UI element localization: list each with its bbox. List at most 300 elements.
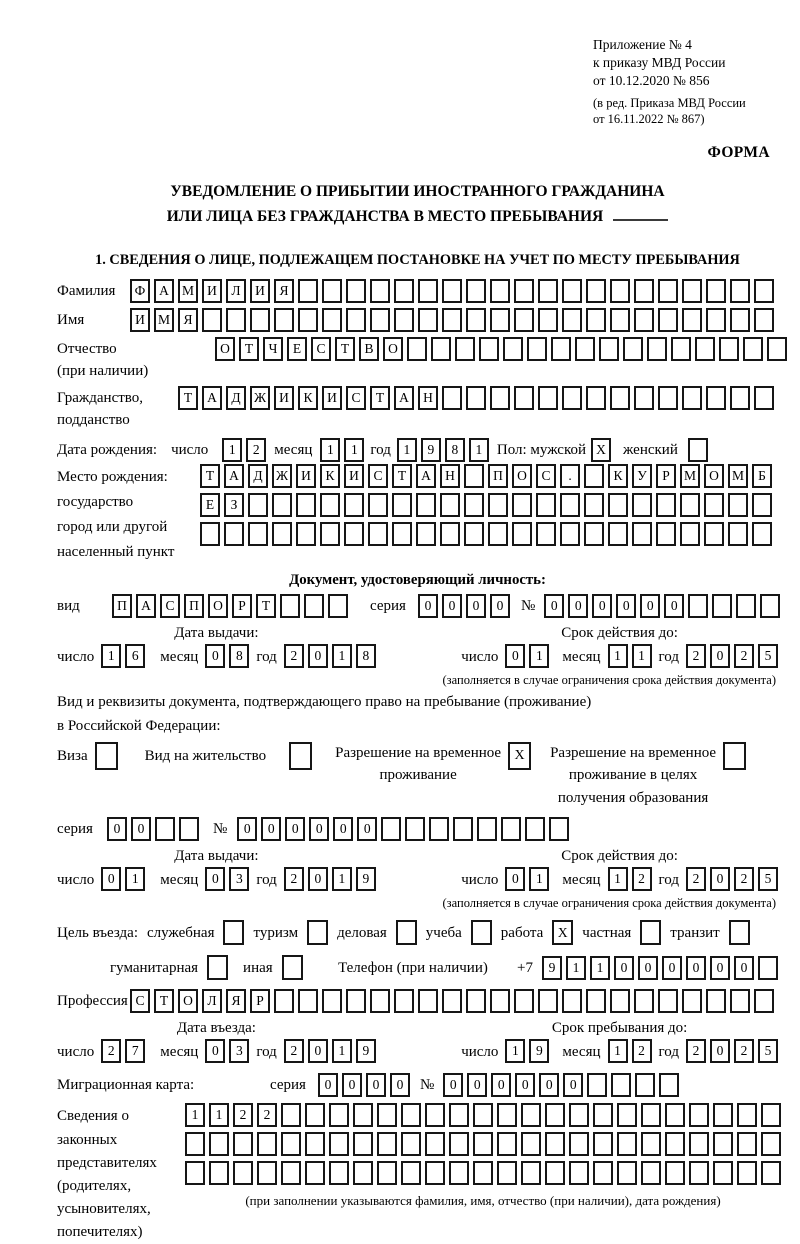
cell[interactable]	[593, 1103, 613, 1127]
cell[interactable]: 0	[261, 817, 281, 841]
cell[interactable]: 0	[568, 594, 588, 618]
cell[interactable]: 6	[125, 644, 145, 668]
cell[interactable]: .	[560, 464, 580, 488]
cell[interactable]: М	[680, 464, 700, 488]
stay-number-cells[interactable]	[237, 817, 569, 841]
cell[interactable]	[704, 522, 724, 546]
cell[interactable]	[305, 1103, 325, 1127]
cell[interactable]	[425, 1132, 445, 1156]
cell[interactable]	[514, 279, 534, 303]
cell[interactable]	[641, 1132, 661, 1156]
cell[interactable]: 0	[333, 817, 353, 841]
cell[interactable]: 2	[734, 644, 754, 668]
cell[interactable]	[632, 493, 652, 517]
cell[interactable]	[689, 1161, 709, 1185]
cell[interactable]	[368, 522, 388, 546]
cell[interactable]: 0	[505, 867, 525, 891]
cell[interactable]	[298, 308, 318, 332]
cell[interactable]: К	[298, 386, 318, 410]
cell[interactable]	[296, 522, 316, 546]
cell[interactable]: 1	[332, 644, 352, 668]
cell[interactable]	[464, 493, 484, 517]
cell[interactable]	[521, 1161, 541, 1185]
doc-type-cells[interactable]	[112, 594, 348, 618]
cell[interactable]: 1	[332, 867, 352, 891]
cell[interactable]	[608, 493, 628, 517]
cell[interactable]	[322, 989, 342, 1013]
id-issue-day-cells[interactable]	[101, 644, 145, 668]
cell[interactable]	[641, 1103, 661, 1127]
cell[interactable]: 1	[332, 1039, 352, 1063]
cell[interactable]: 0	[515, 1073, 535, 1097]
cell[interactable]: О	[208, 594, 228, 618]
cell[interactable]	[418, 989, 438, 1013]
cell[interactable]	[586, 989, 606, 1013]
cell[interactable]	[442, 308, 462, 332]
cell[interactable]	[466, 308, 486, 332]
cell[interactable]	[155, 817, 175, 841]
cell[interactable]	[682, 386, 702, 410]
cell[interactable]: 5	[758, 1039, 778, 1063]
cell[interactable]	[209, 1161, 229, 1185]
stay-issue-year-cells[interactable]	[284, 867, 376, 891]
cell[interactable]: А	[154, 279, 174, 303]
cell[interactable]	[634, 308, 654, 332]
cell[interactable]	[665, 1103, 685, 1127]
cell[interactable]	[233, 1132, 253, 1156]
cell[interactable]	[233, 1161, 253, 1185]
cell[interactable]: С	[346, 386, 366, 410]
purpose-other-checkbox[interactable]	[282, 955, 303, 980]
cell[interactable]	[416, 493, 436, 517]
cell[interactable]: С	[130, 989, 150, 1013]
cell[interactable]	[377, 1161, 397, 1185]
cell[interactable]: И	[130, 308, 150, 332]
cell[interactable]: 0	[131, 817, 151, 841]
cell[interactable]: 0	[505, 644, 525, 668]
cell[interactable]: 0	[710, 1039, 730, 1063]
cell[interactable]: О	[512, 464, 532, 488]
cell[interactable]	[754, 279, 774, 303]
cell[interactable]	[466, 989, 486, 1013]
cell[interactable]	[207, 955, 228, 980]
cell[interactable]	[536, 493, 556, 517]
cell[interactable]	[449, 1103, 469, 1127]
cell[interactable]	[527, 337, 547, 361]
cell[interactable]: Т	[335, 337, 355, 361]
cell[interactable]: П	[488, 464, 508, 488]
cell[interactable]: 1	[185, 1103, 205, 1127]
cell[interactable]: X	[552, 920, 573, 945]
cell[interactable]	[512, 493, 532, 517]
cell[interactable]	[442, 386, 462, 410]
cell[interactable]	[538, 386, 558, 410]
entry-day-cells[interactable]	[101, 1039, 145, 1063]
cell[interactable]	[545, 1132, 565, 1156]
cell[interactable]	[490, 308, 510, 332]
cell[interactable]	[688, 438, 708, 462]
cell[interactable]	[689, 1132, 709, 1156]
cell[interactable]	[185, 1161, 205, 1185]
cell[interactable]: 0	[491, 1073, 511, 1097]
birth-year-cells[interactable]	[397, 438, 489, 462]
cell[interactable]: 1	[566, 956, 586, 980]
cell[interactable]: 2	[632, 867, 652, 891]
birth-place-cells-row2[interactable]	[200, 493, 772, 517]
cell[interactable]	[394, 989, 414, 1013]
cell[interactable]	[442, 989, 462, 1013]
cell[interactable]	[200, 522, 220, 546]
cell[interactable]	[377, 1132, 397, 1156]
cell[interactable]	[328, 594, 348, 618]
cell[interactable]: 0	[710, 956, 730, 980]
cell[interactable]: 0	[309, 817, 329, 841]
cell[interactable]: 0	[544, 594, 564, 618]
cell[interactable]	[418, 308, 438, 332]
cell[interactable]	[610, 989, 630, 1013]
cell[interactable]	[610, 386, 630, 410]
cell[interactable]	[658, 386, 678, 410]
cell[interactable]: В	[359, 337, 379, 361]
cell[interactable]	[754, 386, 774, 410]
cell[interactable]	[617, 1132, 637, 1156]
cell[interactable]	[466, 279, 486, 303]
cell[interactable]: 1	[608, 644, 628, 668]
cell[interactable]	[490, 279, 510, 303]
cell[interactable]: 2	[734, 867, 754, 891]
cell[interactable]: 0	[205, 867, 225, 891]
cell[interactable]	[712, 594, 732, 618]
cell[interactable]	[257, 1132, 277, 1156]
cell[interactable]	[719, 337, 739, 361]
cell[interactable]	[617, 1103, 637, 1127]
cell[interactable]: Ж	[250, 386, 270, 410]
cell[interactable]: 0	[443, 1073, 463, 1097]
cell[interactable]: Ч	[263, 337, 283, 361]
cell[interactable]	[610, 279, 630, 303]
cell[interactable]	[634, 989, 654, 1013]
cell[interactable]	[760, 594, 780, 618]
cell[interactable]: Т	[392, 464, 412, 488]
cell[interactable]	[560, 493, 580, 517]
cell[interactable]	[471, 920, 492, 945]
cell[interactable]	[737, 1161, 757, 1185]
cell[interactable]: 0	[366, 1073, 386, 1097]
cell[interactable]	[545, 1161, 565, 1185]
cell[interactable]	[473, 1103, 493, 1127]
cell[interactable]: 1	[505, 1039, 525, 1063]
cell[interactable]: 0	[638, 956, 658, 980]
cell[interactable]	[307, 920, 328, 945]
purpose-business-checkbox[interactable]	[396, 920, 417, 945]
cell[interactable]: Я	[226, 989, 246, 1013]
cell[interactable]: Б	[752, 464, 772, 488]
cell[interactable]	[320, 493, 340, 517]
cell[interactable]	[695, 337, 715, 361]
cell[interactable]	[392, 493, 412, 517]
cell[interactable]: X	[591, 438, 611, 462]
cell[interactable]	[497, 1132, 517, 1156]
cell[interactable]	[394, 279, 414, 303]
cell[interactable]: О	[383, 337, 403, 361]
cell[interactable]	[713, 1132, 733, 1156]
cell[interactable]: X	[508, 742, 531, 770]
id-expiry-month-cells[interactable]	[608, 644, 652, 668]
cell[interactable]: 2	[246, 438, 266, 462]
cell[interactable]	[706, 386, 726, 410]
cell[interactable]: И	[296, 464, 316, 488]
cell[interactable]: 0	[710, 644, 730, 668]
sex-male-checkbox[interactable]	[591, 438, 611, 462]
cell[interactable]	[370, 308, 390, 332]
cell[interactable]	[736, 594, 756, 618]
cell[interactable]: 9	[421, 438, 441, 462]
representatives-cells-row3[interactable]	[185, 1161, 781, 1185]
given-name-cells[interactable]	[130, 308, 774, 332]
cell[interactable]	[665, 1132, 685, 1156]
cell[interactable]: 2	[101, 1039, 121, 1063]
cell[interactable]	[368, 493, 388, 517]
birth-place-cells-row3[interactable]	[200, 522, 772, 546]
cell[interactable]	[353, 1161, 373, 1185]
cell[interactable]	[647, 337, 667, 361]
cell[interactable]: 9	[542, 956, 562, 980]
cell[interactable]	[405, 817, 425, 841]
cell[interactable]	[407, 337, 427, 361]
purpose-official-checkbox[interactable]	[223, 920, 244, 945]
cell[interactable]: С	[160, 594, 180, 618]
cell[interactable]: Е	[287, 337, 307, 361]
purpose-transit-checkbox[interactable]	[729, 920, 750, 945]
cell[interactable]: 1	[469, 438, 489, 462]
cell[interactable]: П	[184, 594, 204, 618]
cell[interactable]: П	[112, 594, 132, 618]
cell[interactable]	[587, 1073, 607, 1097]
cell[interactable]: А	[416, 464, 436, 488]
cell[interactable]	[298, 989, 318, 1013]
cell[interactable]	[761, 1132, 781, 1156]
cell[interactable]	[329, 1103, 349, 1127]
cell[interactable]: Д	[248, 464, 268, 488]
cell[interactable]: Т	[256, 594, 276, 618]
cell[interactable]	[538, 989, 558, 1013]
cell[interactable]	[479, 337, 499, 361]
cell[interactable]: А	[224, 464, 244, 488]
cell[interactable]: 5	[758, 644, 778, 668]
cell[interactable]: 2	[734, 1039, 754, 1063]
cell[interactable]: 2	[686, 867, 706, 891]
cell[interactable]	[370, 989, 390, 1013]
cell[interactable]: 0	[318, 1073, 338, 1097]
entry-month-cells[interactable]	[205, 1039, 249, 1063]
cell[interactable]: Ф	[130, 279, 150, 303]
cell[interactable]	[737, 1103, 757, 1127]
cell[interactable]: Т	[239, 337, 259, 361]
cell[interactable]	[396, 920, 417, 945]
cell[interactable]: 0	[418, 594, 438, 618]
cell[interactable]	[209, 1132, 229, 1156]
cell[interactable]	[497, 1161, 517, 1185]
representatives-cells-row1[interactable]	[185, 1103, 781, 1127]
cell[interactable]	[658, 308, 678, 332]
cell[interactable]	[640, 920, 661, 945]
cell[interactable]	[224, 522, 244, 546]
stay-series-cells[interactable]	[107, 817, 199, 841]
cell[interactable]	[392, 522, 412, 546]
cell[interactable]	[536, 522, 556, 546]
cell[interactable]	[449, 1132, 469, 1156]
cell[interactable]: Р	[656, 464, 676, 488]
cell[interactable]: Т	[154, 989, 174, 1013]
cell[interactable]	[730, 386, 750, 410]
cell[interactable]: 0	[342, 1073, 362, 1097]
id-number-cells[interactable]	[544, 594, 780, 618]
cell[interactable]: Ж	[272, 464, 292, 488]
cell[interactable]: 2	[284, 867, 304, 891]
stay-until-day-cells[interactable]	[505, 1039, 549, 1063]
birth-day-cells[interactable]	[222, 438, 266, 462]
cell[interactable]: 1	[397, 438, 417, 462]
cell[interactable]: 8	[356, 644, 376, 668]
cell[interactable]: 7	[125, 1039, 145, 1063]
cell[interactable]: У	[632, 464, 652, 488]
cell[interactable]	[575, 337, 595, 361]
cell[interactable]: 2	[284, 1039, 304, 1063]
cell[interactable]	[425, 1103, 445, 1127]
cell[interactable]	[248, 493, 268, 517]
cell[interactable]	[401, 1161, 421, 1185]
purpose-humanitarian-checkbox[interactable]	[207, 955, 228, 980]
cell[interactable]	[521, 1132, 541, 1156]
cell[interactable]	[425, 1161, 445, 1185]
cell[interactable]	[659, 1073, 679, 1097]
cell[interactable]: 0	[539, 1073, 559, 1097]
cell[interactable]: 0	[237, 817, 257, 841]
cell[interactable]	[514, 989, 534, 1013]
citizenship-cells[interactable]	[178, 386, 774, 410]
cell[interactable]	[431, 337, 451, 361]
cell[interactable]	[440, 493, 460, 517]
stay-until-year-cells[interactable]	[686, 1039, 778, 1063]
cell[interactable]	[320, 522, 340, 546]
cell[interactable]: И	[274, 386, 294, 410]
cell[interactable]	[617, 1161, 637, 1185]
cell[interactable]	[728, 493, 748, 517]
cell[interactable]	[257, 1161, 277, 1185]
cell[interactable]	[538, 279, 558, 303]
cell[interactable]: 0	[664, 594, 684, 618]
cell[interactable]	[442, 279, 462, 303]
cell[interactable]: 0	[592, 594, 612, 618]
cell[interactable]	[728, 522, 748, 546]
cell[interactable]: Р	[250, 989, 270, 1013]
cell[interactable]	[713, 1103, 733, 1127]
cell[interactable]: 2	[233, 1103, 253, 1127]
cell[interactable]	[706, 279, 726, 303]
cell[interactable]: К	[320, 464, 340, 488]
cell[interactable]	[562, 386, 582, 410]
cell[interactable]: Р	[232, 594, 252, 618]
cell[interactable]: 9	[529, 1039, 549, 1063]
cell[interactable]	[226, 308, 246, 332]
cell[interactable]	[322, 308, 342, 332]
id-issue-year-cells[interactable]	[284, 644, 376, 668]
cell[interactable]	[608, 522, 628, 546]
cell[interactable]	[545, 1103, 565, 1127]
id-expiry-day-cells[interactable]	[505, 644, 549, 668]
cell[interactable]	[473, 1132, 493, 1156]
cell[interactable]	[665, 1161, 685, 1185]
cell[interactable]: 1	[590, 956, 610, 980]
stay-until-month-cells[interactable]	[608, 1039, 652, 1063]
cell[interactable]	[488, 493, 508, 517]
cell[interactable]	[656, 493, 676, 517]
cell[interactable]	[185, 1132, 205, 1156]
birth-month-cells[interactable]	[320, 438, 364, 462]
cell[interactable]	[429, 817, 449, 841]
cell[interactable]	[455, 337, 475, 361]
cell[interactable]: 0	[390, 1073, 410, 1097]
cell[interactable]	[682, 989, 702, 1013]
cell[interactable]	[758, 956, 778, 980]
cell[interactable]	[464, 522, 484, 546]
cell[interactable]: 8	[229, 644, 249, 668]
cell[interactable]	[464, 464, 484, 488]
cell[interactable]: 2	[257, 1103, 277, 1127]
cell[interactable]	[767, 337, 787, 361]
cell[interactable]: А	[136, 594, 156, 618]
cell[interactable]: 2	[632, 1039, 652, 1063]
cell[interactable]: 1	[632, 644, 652, 668]
cell[interactable]: 1	[608, 1039, 628, 1063]
cell[interactable]	[346, 279, 366, 303]
cell[interactable]	[562, 308, 582, 332]
migration-number-cells[interactable]	[443, 1073, 679, 1097]
cell[interactable]: 0	[616, 594, 636, 618]
cell[interactable]	[730, 308, 750, 332]
cell[interactable]	[584, 493, 604, 517]
cell[interactable]	[344, 522, 364, 546]
cell[interactable]	[281, 1161, 301, 1185]
cell[interactable]	[394, 308, 414, 332]
cell[interactable]: 0	[640, 594, 660, 618]
cell[interactable]: 0	[662, 956, 682, 980]
patronymic-cells[interactable]	[215, 337, 787, 361]
cell[interactable]	[179, 817, 199, 841]
cell[interactable]	[737, 1132, 757, 1156]
cell[interactable]: Т	[200, 464, 220, 488]
birth-place-cells-row1[interactable]	[200, 464, 772, 488]
cell[interactable]	[466, 386, 486, 410]
cell[interactable]	[503, 337, 523, 361]
cell[interactable]: 1	[608, 867, 628, 891]
temp-residence-checkbox[interactable]	[508, 742, 531, 770]
cell[interactable]	[353, 1132, 373, 1156]
cell[interactable]	[658, 279, 678, 303]
cell[interactable]	[593, 1161, 613, 1185]
cell[interactable]	[611, 1073, 631, 1097]
cell[interactable]	[223, 920, 244, 945]
cell[interactable]: И	[202, 279, 222, 303]
cell[interactable]	[623, 337, 643, 361]
cell[interactable]: 0	[734, 956, 754, 980]
cell[interactable]: 0	[107, 817, 127, 841]
cell[interactable]: Л	[226, 279, 246, 303]
cell[interactable]	[584, 464, 604, 488]
cell[interactable]: 0	[357, 817, 377, 841]
cell[interactable]: 0	[205, 1039, 225, 1063]
cell[interactable]	[514, 386, 534, 410]
